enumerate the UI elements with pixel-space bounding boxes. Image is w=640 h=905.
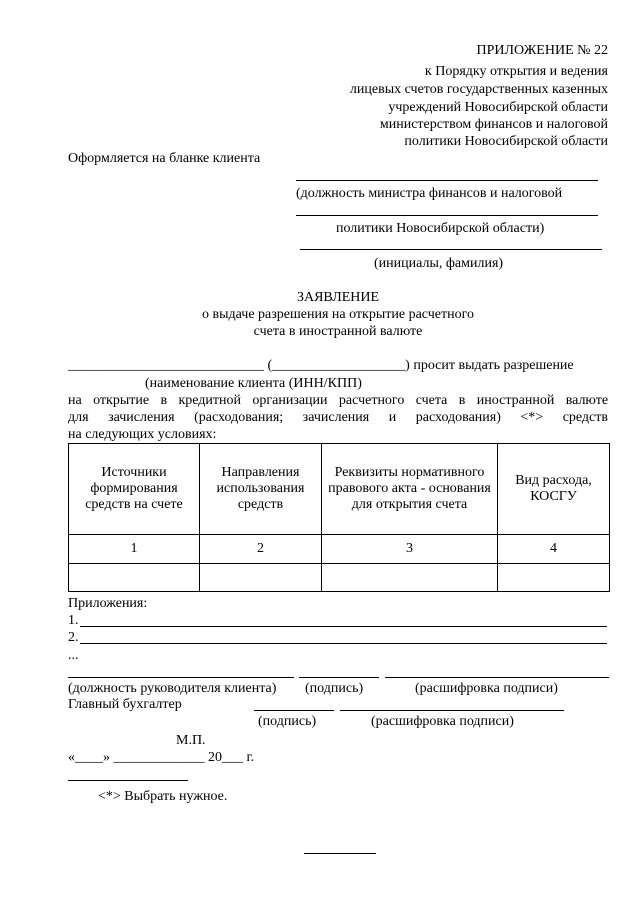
client-inn-blank: (___________________) (267, 358, 410, 373)
head-position-line (68, 677, 294, 678)
addressee-line-1 (296, 180, 598, 181)
client-line (68, 358, 574, 374)
accountant-decode-caption: (расшифровка подписи) (371, 714, 514, 729)
accountant-signature-caption: (подпись) (258, 714, 317, 729)
head-decode-caption: (расшифровка подписи) (415, 681, 558, 696)
header-line-1: к Порядку открытия и ведения (424, 64, 608, 79)
appendix-title: ПРИЛОЖЕНИЕ № 22 (476, 43, 608, 58)
table-header-row (69, 444, 610, 535)
addressee-caption-1: (должность министра финансов и налоговой (296, 186, 563, 201)
head-position-caption: (должность руководителя клиента) (68, 681, 277, 696)
purpose-line-2: для зачисления (расходования; зачисления и расходования) <*> средств (68, 410, 608, 425)
header-line-2: лицевых счетов государственных казенных (349, 82, 608, 97)
table-header-cell: Источники формирования средств на счете (69, 444, 200, 535)
purpose-line-1: на открытие в кредитной организации расчетного счета в иностранной валюте (68, 393, 609, 408)
client-caption: (наименование клиента (ИНН/КПП) (145, 376, 362, 391)
header-line-4: министерством финансов и налоговой (379, 117, 608, 132)
document-title: ЗАЯВЛЕНИЕ (296, 290, 380, 305)
header-line-5: политики Новосибирской области (404, 134, 608, 149)
addressee-line-3 (300, 249, 602, 250)
page-end-line (304, 853, 376, 854)
table-header-cell: Направления использования средств (200, 444, 322, 535)
table-cell: 3 (322, 535, 498, 564)
attachment-ellipsis: ... (68, 648, 79, 663)
addressee-line-2 (296, 215, 598, 216)
table-cell: 4 (498, 535, 610, 564)
table-header-cell: Реквизиты нормативного правового акта - основания для открытия счета (322, 444, 498, 535)
table-cell (69, 564, 200, 592)
blank-note: Оформляется на бланке клиента (68, 151, 261, 166)
client-name-blank: ______________________ (110, 358, 264, 373)
accountant-label: Главный бухгалтер (68, 697, 182, 712)
table-row (69, 564, 610, 592)
table-cell (498, 564, 610, 592)
head-signature-caption: (подпись) (305, 681, 364, 696)
purpose-line-3: на следующих условиях: (68, 427, 217, 442)
head-decode-line (385, 677, 609, 678)
addressee-caption-3: (инициалы, фамилия) (374, 256, 504, 271)
stamp-placeholder: М.П. (176, 733, 206, 748)
attachment-item-1: 1. (68, 613, 79, 628)
footnote-separator (68, 780, 188, 781)
table-cell (322, 564, 498, 592)
document-subtitle-2: счета в иностранной валюте (253, 324, 423, 339)
table-cell: 1 (69, 535, 200, 564)
attachment-item-2: 2. (68, 630, 79, 645)
conditions-table (68, 443, 610, 592)
attachments-label: Приложения: (68, 596, 148, 611)
request-text: просит выдать разрешение (413, 358, 574, 373)
table-header-cell: Вид расхода, КОСГУ (498, 444, 610, 535)
table-cell (200, 564, 322, 592)
attachment-line-1 (80, 626, 607, 627)
attachment-line-2 (80, 643, 607, 644)
date-line: «____» _____________ 20___ г. (68, 750, 255, 765)
head-signature-line (299, 677, 379, 678)
accountant-decode-line (340, 710, 564, 711)
table-cell: 2 (200, 535, 322, 564)
accountant-signature-line (254, 710, 334, 711)
addressee-caption-2: политики Новосибирской области) (336, 221, 545, 236)
document-subtitle-1: о выдаче разрешения на открытие расчетного (201, 307, 474, 322)
header-line-3: учреждений Новосибирской области (388, 100, 608, 115)
footnote-text: <*> Выбрать нужное. (98, 789, 228, 804)
client-prefix-blank: ______ (68, 358, 110, 373)
table-number-row (69, 535, 610, 564)
